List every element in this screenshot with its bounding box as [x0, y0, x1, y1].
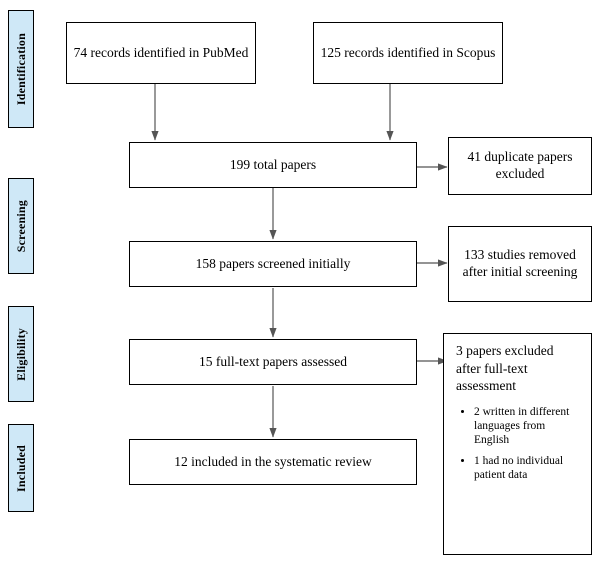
stage-eligibility: [8, 306, 34, 402]
stage-included-label: Included: [13, 444, 28, 492]
box-fulltext-exclusions-title: 3 papers excluded after full-text assessment: [456, 343, 554, 394]
box-included-review: [129, 439, 417, 485]
box-included-review-label: 12 included in the systematic review: [174, 453, 372, 469]
box-records-pubmed: [66, 22, 256, 84]
box-fulltext-assessed: [129, 339, 417, 385]
box-fulltext-exclusions: [443, 333, 592, 555]
stage-included: [8, 424, 34, 512]
box-records-pubmed-label: 74 records identified in PubMed: [73, 44, 249, 60]
box-fulltext-assessed-label: 15 full-text papers assessed: [198, 353, 348, 369]
box-papers-screened-label: 158 papers screened initially: [195, 255, 351, 271]
stage-eligibility-label: Eligibility: [13, 327, 28, 381]
exclusion-reason-list: [456, 405, 581, 483]
exclusion-reason-item: • 2 written in different languages from English: [474, 405, 581, 448]
box-duplicates-excluded-label: 41 duplicate papers excluded: [467, 149, 573, 181]
box-total-papers: [129, 142, 417, 188]
stage-identification: [8, 10, 34, 128]
box-duplicates-excluded: [448, 137, 592, 195]
stage-screening-label: Screening: [13, 199, 28, 253]
box-studies-removed: [448, 226, 592, 302]
box-records-scopus-label: 125 records identified in Scopus: [320, 44, 496, 60]
stage-screening: [8, 178, 34, 274]
exclusion-reason-item: • 1 had no individual patient data: [474, 454, 581, 483]
box-studies-removed-label: 133 studies removed after initial screening: [462, 247, 578, 279]
box-total-papers-label: 199 total papers: [229, 156, 317, 172]
box-records-scopus: [313, 22, 503, 84]
box-papers-screened: [129, 241, 417, 287]
stage-identification-label: Identification: [13, 32, 28, 106]
